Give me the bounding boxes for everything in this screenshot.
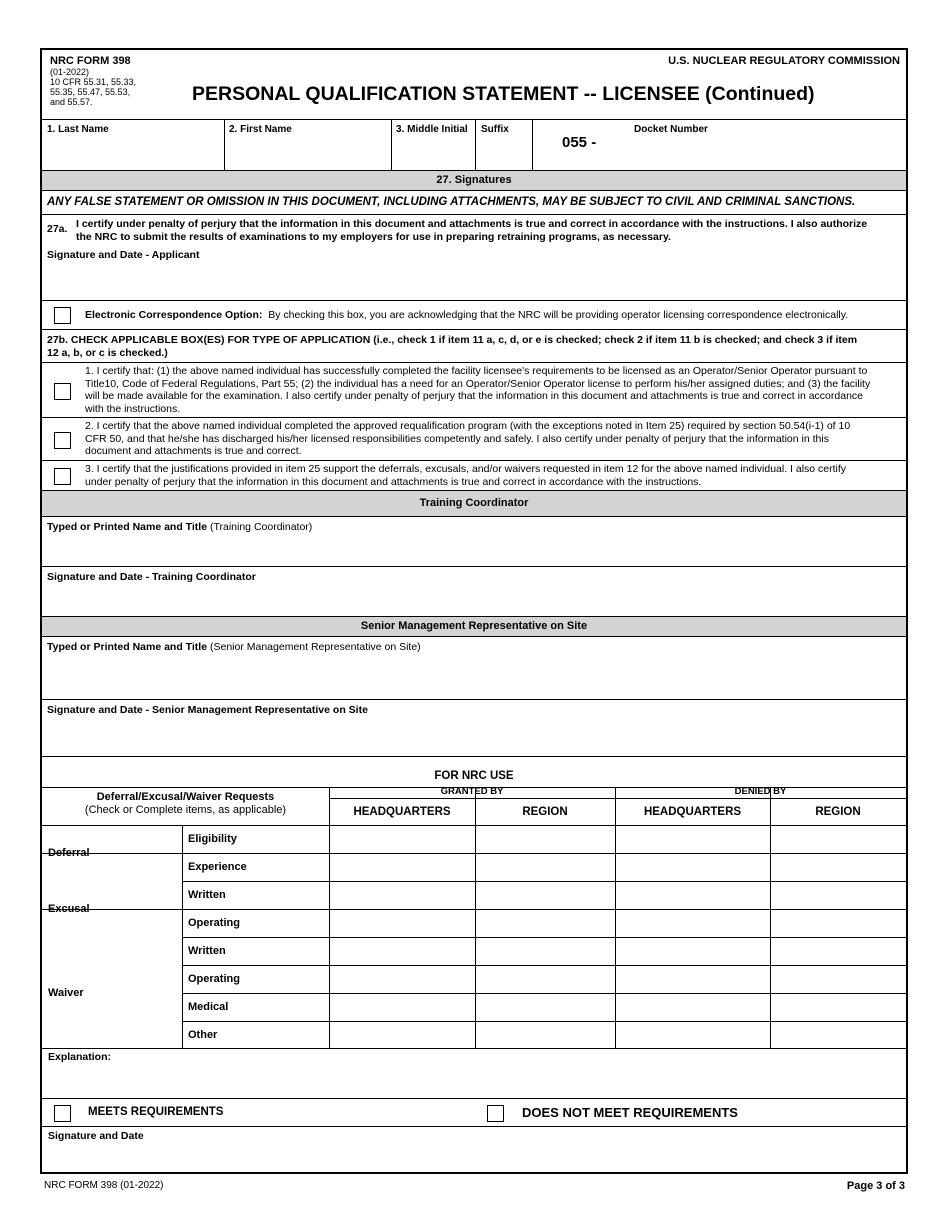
training-name-label-suffix: (Training Coordinator) [209, 521, 313, 533]
requests-subtitle: (Check or Complete items, as applicable) [84, 804, 287, 816]
senior-name-label-suffix: (Senior Management Representative on Site) [209, 641, 421, 653]
senior-management-name-field[interactable] [42, 637, 906, 700]
training-name-label-bold: Typed or Printed Name and Title [47, 521, 208, 533]
form-date: (01-2022) [50, 67, 90, 77]
nrc-signature-field[interactable] [42, 1127, 906, 1172]
agency-name: U.S. NUCLEAR REGULATORY COMMISSION [668, 55, 900, 67]
certification-3-text [85, 463, 898, 488]
form-meta [50, 67, 136, 107]
senior-management-heading-text: Senior Management Representative on Site [360, 620, 588, 632]
item-27b-line-1: 27b. CHECK APPLICABLE BOX(ES) FOR TYPE OF APPLICATION (i.e., check 1 if item 11 a, c, d, or e is checked; check 2 if item 11 b is checked; and check 3 if item [47, 334, 858, 346]
meets-requirements-checkbox[interactable] [54, 1105, 71, 1122]
training-signature-label: Signature and Date - Training Coordinator [47, 571, 256, 583]
excusal-group-label: Excusal [48, 903, 90, 915]
nrc-use-heading [42, 757, 906, 788]
false-statement-warning [42, 191, 906, 215]
item-27a-text [76, 218, 867, 244]
middle-initial-label: 3. Middle Initial [396, 124, 468, 135]
cert2-line: document and attachments is true and correct. [85, 445, 302, 457]
excusal-written-label: Written [188, 889, 226, 901]
excusal-operating-label: Operating [188, 917, 240, 929]
cert2-line: CFR 50, and that he/she has discharged his/her licensed responsibilities competently and safely. I also certify under penalty of perjury that the information in this [85, 432, 829, 445]
first-name-label: 2. First Name [229, 124, 292, 135]
nrc-use-table [42, 788, 906, 1048]
granted-by-label: GRANTED BY [440, 786, 504, 797]
granted-region-header: REGION [522, 806, 568, 818]
suffix-label: Suffix [481, 124, 509, 135]
deferral-eligibility-label: Eligibility [188, 833, 237, 845]
training-coordinator-name-field[interactable] [42, 517, 906, 567]
name-row [42, 120, 906, 171]
item-27a-number: 27a. [47, 223, 68, 235]
senior-name-label-bold: Typed or Printed Name and Title [47, 641, 208, 653]
denied-headquarters-header: HEADQUARTERS [643, 806, 742, 818]
item-27a-line-1: I certify under penalty of perjury that the information in this document and attachments is true and correct in accordance with the instructions. I also authorize [76, 218, 868, 230]
denied-region-header: REGION [815, 806, 861, 818]
cert1-line: 1. I certify that: (1) the above named individual has successfully completed the facility licensee's requirements to be licensed as an Operator/Senior Operator pursuant to [85, 365, 868, 377]
form-number: NRC FORM 398 [50, 55, 131, 67]
last-name-label: 1. Last Name [47, 124, 109, 135]
signatures-heading [42, 171, 906, 191]
deferral-group-label: Deferral [48, 847, 90, 859]
does-not-meet-requirements-checkbox[interactable] [487, 1105, 504, 1122]
cert1-line: will be made available for the examination. I also certify under penalty of perjury that the information in this document and attachments is true and correct in accordance [85, 390, 863, 402]
applicant-signature-label: Signature and Date - Applicant [47, 249, 200, 261]
certification-3 [42, 461, 906, 491]
senior-management-heading [42, 617, 906, 637]
senior-management-signature-field[interactable] [42, 700, 906, 757]
docket-number-label: Docket Number [634, 124, 708, 135]
electronic-correspondence-checkbox[interactable] [54, 307, 71, 324]
cfr-line-1: 10 CFR 55.31, 55.33, [50, 77, 137, 87]
footer-form-id: NRC FORM 398 (01-2022) [44, 1180, 164, 1191]
docket-prefix: 055 - [562, 134, 597, 151]
training-coordinator-signature-field[interactable] [42, 567, 906, 617]
cert1-line: Title10, Code of Federal Regulations, Part 55; (2) the individual has a need for an Operator/Senior Operator license to perform his/her assigned duties; and (3) the facility [85, 377, 871, 390]
nrc-use-heading-text: FOR NRC USE [434, 770, 514, 782]
nrc-signature-label: Signature and Date [48, 1130, 144, 1142]
certification-3-checkbox[interactable] [54, 468, 71, 485]
electronic-description: By checking this box, you are acknowledging that the NRC will be providing operator licensing correspondence electronically. [268, 309, 849, 321]
cert3-line: under penalty of perjury that the information in this document and attachments is true and correct in accordance with the instructions. [85, 475, 702, 488]
waiver-medical-label: Medical [188, 1001, 229, 1013]
cfr-line-2: 55.35, 55.47, 55.53, [50, 87, 131, 97]
senior-signature-label: Signature and Date - Senior Management Representative on Site [47, 704, 368, 716]
electronic-correspondence-row [42, 301, 906, 330]
cfr-line-3: and 55.57. [50, 97, 93, 107]
item-27b-line-2: 12 a, b, or c is checked.) [47, 347, 168, 359]
item-27a [42, 215, 906, 301]
does-not-meet-requirements-label: DOES NOT MEET REQUIREMENTS [522, 1105, 738, 1120]
waiver-other-label: Other [188, 1029, 218, 1041]
footer-page-number: Page 3 of 3 [846, 1180, 905, 1192]
electronic-correspondence-text [85, 309, 848, 321]
training-coordinator-heading-text: Training Coordinator [419, 497, 529, 509]
meets-requirements-label: MEETS REQUIREMENTS [88, 1106, 224, 1118]
requests-header [42, 791, 329, 817]
item-27b-header [42, 330, 906, 363]
warning-text: ANY FALSE STATEMENT OR OMISSION IN THIS DOCUMENT, INCLUDING ATTACHMENTS, MAY BE SUBJECT TO CIVIL AND CRIMINAL SANCTIONS. [47, 196, 856, 208]
certification-2-checkbox[interactable] [54, 432, 71, 449]
certification-1-checkbox[interactable] [54, 383, 71, 400]
waiver-operating-label: Operating [188, 973, 240, 985]
granted-headquarters-header: HEADQUARTERS [353, 806, 451, 818]
signatures-heading-text: 27. Signatures [436, 174, 512, 186]
waiver-written-label: Written [188, 945, 226, 957]
nrc-form-398 [40, 48, 908, 1174]
deferral-experience-label: Experience [188, 861, 247, 873]
cert3-line: 3. I certify that the justifications provided in item 25 support the deferrals, excusals, and/or waivers requested in item 12 for the above named individual. I also certify [85, 463, 847, 475]
cert1-line: with the instructions. [85, 402, 181, 415]
form-title: PERSONAL QUALIFICATION STATEMENT -- LICENSEE (Continued) [192, 83, 815, 105]
senior-name-label [47, 641, 421, 653]
form-header [42, 50, 906, 120]
training-name-label [47, 521, 312, 533]
item-27a-line-2: the NRC to submit the results of examinations to my employers for use in preparing retraining programs, as necessary. [76, 231, 671, 243]
certification-1 [42, 363, 906, 418]
electronic-label: Electronic Correspondence Option: [85, 309, 263, 321]
waiver-group-label: Waiver [48, 987, 84, 999]
certification-2-text [85, 420, 898, 458]
requirements-row [42, 1099, 906, 1127]
requests-title: Deferral/Excusal/Waiver Requests [96, 791, 275, 803]
certification-2 [42, 418, 906, 461]
explanation-field[interactable] [42, 1048, 906, 1099]
item-27b-text [47, 334, 857, 360]
denied-by-label: DENIED BY [734, 786, 787, 797]
cert2-line: 2. I certify that the above named individual completed the approved requalification program (with the exceptions noted in Item 25) required by section 50.54(i-1) of 10 [85, 420, 851, 432]
explanation-label: Explanation: [48, 1051, 112, 1063]
certification-1-text [85, 365, 898, 415]
training-coordinator-heading [42, 491, 906, 517]
